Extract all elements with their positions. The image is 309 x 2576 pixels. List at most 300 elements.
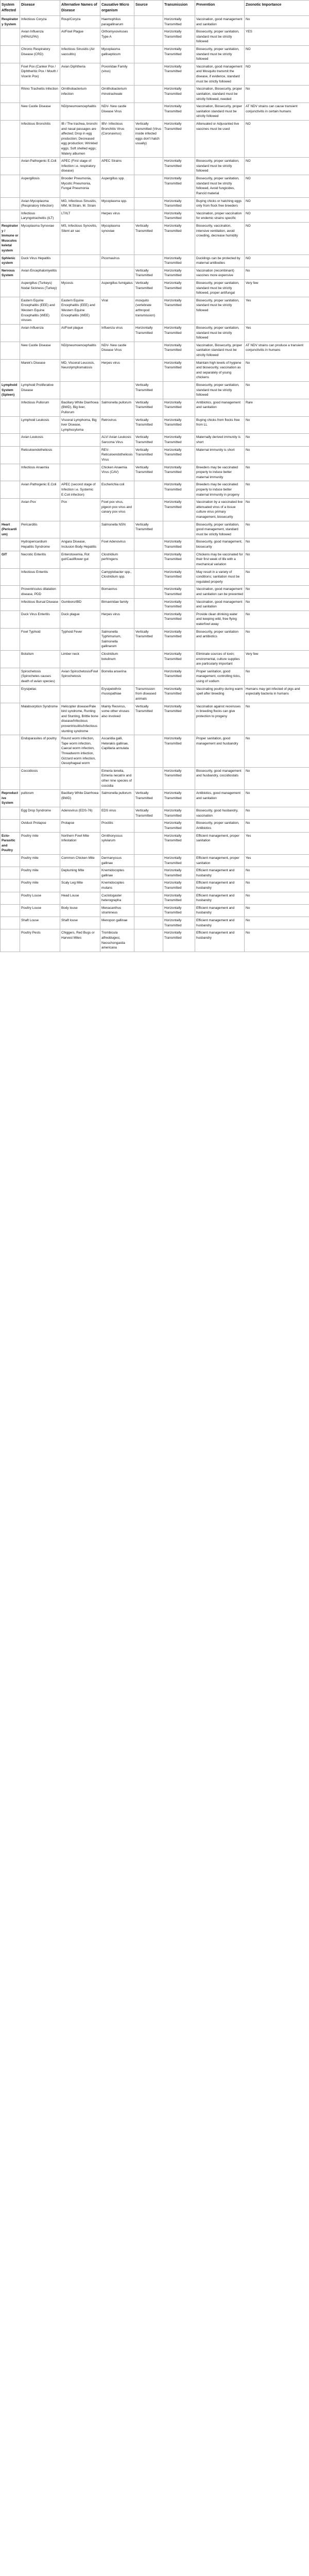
system-cell	[1, 158, 20, 175]
prevention-cell: Biosecurity, good husbandry, vaccination	[195, 807, 245, 820]
disease-cell: New Castle Disease	[20, 103, 60, 121]
disease-cell: Avian Mycoplasma (Respiratory Infection)	[20, 197, 60, 210]
alternative-names-cell: Enterotoxemia, Rot gut/Cauliflower gut	[60, 551, 100, 568]
table-row	[1, 820, 309, 832]
prevention-cell: Vaccinating poultry during warm spell after breeding	[195, 685, 245, 703]
table-row	[1, 280, 309, 297]
system-cell	[1, 628, 20, 650]
prevention-cell: Biosecurity, proper sanitation, standard must be strictly followed	[195, 324, 245, 342]
causative-organism-cell: Cuclotogaster heterographa	[100, 892, 134, 904]
prevention-cell: Biosecurity, proper sanitation, standard must be strictly followed, proper antifungal	[195, 280, 245, 297]
prevention-cell: Efficient management and husbandry	[195, 879, 245, 892]
zoonotic-cell: No	[245, 551, 309, 568]
table-row	[1, 767, 309, 789]
zoonotic-cell: AT NDV strains can produce a transient conjunctivitis in humans	[245, 342, 309, 359]
source-cell	[134, 854, 163, 867]
causative-organism-cell: Knemidocoptes mutans	[100, 879, 134, 892]
system-cell	[1, 929, 20, 952]
transmission-cell: Horizontally Transmitted	[163, 628, 195, 650]
transmission-cell: Horizontally Transmitted	[163, 879, 195, 892]
disease-cell: Avian Influenza	[20, 324, 60, 342]
zoonotic-cell: No	[245, 521, 309, 538]
disease-cell: Infectious Pullorum	[20, 399, 60, 416]
disease-cell: Infectious Coryza	[20, 16, 60, 28]
source-cell	[134, 820, 163, 832]
transmission-cell: Horizontally Transmitted	[163, 651, 195, 668]
disease-cell: Poultry mite	[20, 854, 60, 867]
system-cell: Ecto-Parasitic and Poultry	[1, 832, 20, 854]
transmission-cell: Horizontally Transmitted	[163, 175, 195, 197]
transmission-cell: Horizontally Transmitted	[163, 735, 195, 768]
source-cell	[134, 651, 163, 668]
source-cell	[134, 568, 163, 586]
header-source: Source	[134, 1, 163, 16]
source-cell: Vertically Transmitted	[134, 222, 163, 255]
zoonotic-cell: Yes	[245, 324, 309, 342]
disease-cell: New Castle Disease	[20, 342, 60, 359]
zoonotic-cell: No	[245, 434, 309, 446]
prevention-cell: Vaccination, good management and sanitation	[195, 598, 245, 611]
prevention-cell: Efficient management and husbandry	[195, 892, 245, 904]
source-cell: Horizontally Transmitted	[134, 324, 163, 342]
causative-organism-cell: Eimeria tenella, Eimeria necatrix and other nine species of coccidia	[100, 767, 134, 789]
table-row	[1, 551, 309, 568]
transmission-cell: Horizontally Transmitted	[163, 297, 195, 324]
system-cell	[1, 280, 20, 297]
prevention-cell: Proper sanitation, good management, controlling ticks, using of sodium	[195, 668, 245, 685]
alternative-names-cell: Eastern Equine Encephalitis (EEE) and Western Equine Encephalitis (WEE)	[60, 297, 100, 324]
disease-cell: Aspergillus (Turkeys) Nodal Sickness (Turkey)	[20, 280, 60, 297]
disease-cell: Coccidiosis	[20, 767, 60, 789]
zoonotic-cell: No	[245, 904, 309, 917]
causative-organism-cell: Chicken Anaemia Virus (CAV)	[100, 464, 134, 481]
table-row	[1, 255, 309, 267]
system-cell: Sphlenic system	[1, 255, 20, 267]
alternative-names-cell: Round worm infection, Tape worm infection, Caecal worm infection, Threadworm infection, Gizzard worm infection, Oesophageal worm	[60, 735, 100, 768]
alternative-names-cell: Helicopter disease/Pale bird syndrome, Runting and Stunting, Brittle bone disease/Infectious proventriculitis/Infectious stunting syndrome	[60, 703, 100, 735]
disease-cell: Infectious Laryngotracheitis (ILT)	[20, 210, 60, 222]
zoonotic-cell: No	[245, 735, 309, 768]
alternative-names-cell: AI/Fowl plague	[60, 324, 100, 342]
zoonotic-cell: No	[245, 611, 309, 628]
table-row	[1, 175, 309, 197]
zoonotic-cell: No	[245, 481, 309, 499]
transmission-cell: Horizontally Transmitted	[163, 854, 195, 867]
system-cell	[1, 197, 20, 210]
table-row	[1, 668, 309, 685]
prevention-cell: Vaccination, Biosecurity, proper sanitation standard must be strictly followed	[195, 342, 245, 359]
transmission-cell: Horizontally Transmitted	[163, 197, 195, 210]
source-cell: Vertically Transmitted	[134, 446, 163, 464]
alternative-names-cell: MG, Infectious Sinusitis, MM, M.Strain, M. Strain	[60, 197, 100, 210]
disease-cell: Fowl Pox (Canker Pox / Diphtheritic Pox / Mouth / Vicerin Pox)	[20, 63, 60, 85]
system-cell	[1, 342, 20, 359]
transmission-cell: Horizontally Transmitted	[163, 929, 195, 952]
zoonotic-cell: No	[245, 86, 309, 103]
causative-organism-cell: Ornithonyssus sylviarum	[100, 832, 134, 854]
zoonotic-cell: NO	[245, 255, 309, 267]
prevention-cell: Chickens may be vaccinated for their first week of life with a mechanical variation	[195, 551, 245, 568]
causative-organism-cell: Salmonella Typhimurium, Salmonella gallinarum	[100, 628, 134, 650]
causative-organism-cell: Dermanyssus gallinae	[100, 854, 134, 867]
system-cell	[1, 324, 20, 342]
alternative-names-cell: Pox	[60, 499, 100, 521]
alternative-names-cell: Chiggers, Red Bugs or Harvest Mites	[60, 929, 100, 952]
prevention-cell: Maternal immunity is short	[195, 446, 245, 464]
causative-organism-cell: Mainly Reovirus, some other viruses also involved	[100, 703, 134, 735]
table-row	[1, 879, 309, 892]
system-cell	[1, 481, 20, 499]
disease-cell: Duck Virus Hepatitis	[20, 255, 60, 267]
table-row	[1, 651, 309, 668]
causative-organism-cell: ALV/ Avian Leukosis Sarcoma Virus	[100, 434, 134, 446]
disease-cell: Poultry Pests	[20, 929, 60, 952]
causative-organism-cell: Aspergillus fumigatus	[100, 280, 134, 297]
zoonotic-cell: NO	[245, 120, 309, 157]
source-cell	[134, 904, 163, 917]
prevention-cell: Vaccination, Biosecurity, proper sanitation standard must be strictly followed	[195, 103, 245, 121]
header-prevention: Prevention	[195, 1, 245, 16]
alternative-names-cell: Body louse	[60, 904, 100, 917]
disease-cell: Poultry Louse	[20, 904, 60, 917]
disease-cell: pullorum	[20, 790, 60, 807]
system-cell	[1, 867, 20, 879]
source-cell	[134, 867, 163, 879]
prevention-cell: Provide clean drinking water and keeping wild, free flying waterfowl away	[195, 611, 245, 628]
transmission-cell: Horizontally Transmitted	[163, 446, 195, 464]
transmission-cell: Horizontally Transmitted	[163, 551, 195, 568]
alternative-names-cell: Brooder Pneumonia, Mycotic Pneumonia, Fungal Pneumonia	[60, 175, 100, 197]
table-row	[1, 904, 309, 917]
alternative-names-cell: Angara Disease, Inclusion Body Hepatitis	[60, 538, 100, 551]
source-cell: Vertically Transmitted	[134, 807, 163, 820]
header-alternative-names: Alternative Names of Disease	[60, 1, 100, 16]
source-cell: Vertically Transmitted	[134, 790, 163, 807]
alternative-names-cell: APEC (First stage of Infection i.e. respiratory disease)	[60, 158, 100, 175]
zoonotic-cell: NO	[245, 46, 309, 63]
alternative-names-cell: LT/ILT	[60, 210, 100, 222]
causative-organism-cell: Picornavirus	[100, 255, 134, 267]
alternative-names-cell: MD, Visceral Leucosis, Neurolymphomatosis	[60, 359, 100, 381]
system-cell	[1, 359, 20, 381]
header-disease: Disease	[20, 1, 60, 16]
causative-organism-cell: Birnaviridae family	[100, 598, 134, 611]
causative-organism-cell: Bornavirus	[100, 586, 134, 598]
prevention-cell: Biosecurity, proper sanitation, good management, standard must be strictly followed	[195, 521, 245, 538]
system-cell: Respiratory / Immune or Musculoskeletal system	[1, 222, 20, 255]
table-row	[1, 297, 309, 324]
alternative-names-cell: Mycosis	[60, 280, 100, 297]
prevention-cell: Efficient management and husbandry	[195, 917, 245, 929]
zoonotic-cell: AT NDV strains can cause transient conjunctivitis in certain humans	[245, 103, 309, 121]
system-cell: Lymphoid System (Spleen)	[1, 382, 20, 399]
source-cell	[134, 210, 163, 222]
source-cell	[134, 735, 163, 768]
zoonotic-cell: No	[245, 820, 309, 832]
transmission-cell	[163, 382, 195, 399]
disease-cell: Endoparasites of poultry	[20, 735, 60, 768]
causative-organism-cell: Borrelia anserina	[100, 668, 134, 685]
table-row	[1, 16, 309, 28]
table-row	[1, 832, 309, 854]
disease-cell: Chronic Respiratory Disease (CRD)	[20, 46, 60, 63]
system-cell	[1, 568, 20, 586]
zoonotic-cell: No	[245, 499, 309, 521]
causative-organism-cell: Trombicula alfreddugesi, Neoschongastia americana	[100, 929, 134, 952]
source-cell	[134, 538, 163, 551]
transmission-cell: Horizontally Transmitted	[163, 280, 195, 297]
prevention-cell: Biosecurity, proper sanitation, standard must be strictly followed	[195, 46, 245, 63]
disease-cell: Poultry mite	[20, 832, 60, 854]
zoonotic-cell: No	[245, 879, 309, 892]
causative-organism-cell: Influenza virus	[100, 324, 134, 342]
zoonotic-cell: NO	[245, 63, 309, 85]
prevention-cell: Biosecurity, proper sanitation and antibiotics	[195, 628, 245, 650]
alternative-names-cell: Infectious Sinusitis (Air sacculitis)	[60, 46, 100, 63]
transmission-cell: Horizontally Transmitted	[163, 499, 195, 521]
table-row	[1, 917, 309, 929]
table-row	[1, 46, 309, 63]
table-row	[1, 342, 309, 359]
transmission-cell: Horizontally Transmitted	[163, 158, 195, 175]
causative-organism-cell: Clostridium botulinum	[100, 651, 134, 668]
source-cell	[134, 359, 163, 381]
header-causative-organism: Causative Micro organism	[100, 1, 134, 16]
system-cell	[1, 586, 20, 598]
alternative-names-cell: Northern Fowl Mite Infestation	[60, 832, 100, 854]
table-row	[1, 86, 309, 103]
prevention-cell: Efficient management and husbandry	[195, 929, 245, 952]
source-cell: Vertically Transmitted	[134, 521, 163, 538]
alternative-names-cell	[60, 568, 100, 586]
disease-cell: Reticuloendotheliosis	[20, 446, 60, 464]
transmission-cell: Horizontally Transmitted	[163, 86, 195, 103]
causative-organism-cell: Knemidocoptes gallinae	[100, 867, 134, 879]
system-cell	[1, 879, 20, 892]
zoonotic-cell: NO	[245, 175, 309, 197]
alternative-names-cell: Shaft louse	[60, 917, 100, 929]
zoonotic-cell: Very few	[245, 651, 309, 668]
transmission-cell: Horizontally Transmitted	[163, 255, 195, 267]
causative-organism-cell: Proctitis	[100, 820, 134, 832]
transmission-cell: Horizontally Transmitted	[163, 399, 195, 416]
disease-cell: Oviduct Prolapse	[20, 820, 60, 832]
zoonotic-cell: No	[245, 267, 309, 279]
source-cell	[134, 342, 163, 359]
causative-organism-cell: Ornithobacterium rhinotracheale	[100, 86, 134, 103]
transmission-cell: Horizontally Transmitted	[163, 703, 195, 735]
prevention-cell: Vaccination, proper vaccination for endemic strains specific	[195, 210, 245, 222]
system-cell	[1, 735, 20, 768]
zoonotic-cell: Humans may get infected of pigs and especially bacteria in humans	[245, 685, 309, 703]
source-cell	[134, 499, 163, 521]
system-cell	[1, 651, 20, 668]
system-cell: Heart (Pericardium)	[1, 521, 20, 538]
disease-cell: Botulism	[20, 651, 60, 668]
causative-organism-cell: APEC Strains	[100, 158, 134, 175]
prevention-cell: Biosecurity, proper sanitation, standard must be strictly followed	[195, 28, 245, 46]
zoonotic-cell: YES	[245, 28, 309, 46]
system-cell	[1, 892, 20, 904]
zoonotic-cell: NO	[245, 158, 309, 175]
prevention-cell: Maintain high levels of hygiene and biosecurity, vaccination as and separately of young chickens	[195, 359, 245, 381]
system-cell	[1, 820, 20, 832]
prevention-cell: May result in a variety of conditions; sanitation must be regulated properly	[195, 568, 245, 586]
prevention-cell: Biosecurity, proper sanitation, standard must be strictly followed	[195, 382, 245, 399]
table-row	[1, 222, 309, 255]
prevention-cell: Vaccination, Biosecurity, proper sanitation, standard must be strictly followed, needed	[195, 86, 245, 103]
system-cell	[1, 611, 20, 628]
zoonotic-cell: No	[245, 446, 309, 464]
alternative-names-cell: Ornithobacterium infection	[60, 86, 100, 103]
disease-cell: Aspergillosis	[20, 175, 60, 197]
system-cell	[1, 703, 20, 735]
causative-organism-cell: Retrovirus	[100, 416, 134, 434]
transmission-cell: Horizontally Transmitted	[163, 324, 195, 342]
causative-organism-cell: Salmonella NSN	[100, 521, 134, 538]
prevention-cell: Antibiotics, good management and sanitation	[195, 790, 245, 807]
system-cell: GIT	[1, 551, 20, 568]
transmission-cell: Horizontally Transmitted	[163, 767, 195, 789]
causative-organism-cell: Salmonella pullorum	[100, 790, 134, 807]
disease-cell: Avian Pathogenic E.Coli	[20, 158, 60, 175]
disease-cell: Pericarditis	[20, 521, 60, 538]
transmission-cell: Horizontally Transmitted	[163, 538, 195, 551]
system-cell	[1, 120, 20, 157]
table-row	[1, 790, 309, 807]
table-row	[1, 807, 309, 820]
causative-organism-cell: Herpes virus	[100, 611, 134, 628]
table-row	[1, 446, 309, 464]
disease-cell: Duck Virus Enteritis	[20, 611, 60, 628]
causative-organism-cell: Salmonella pullorum	[100, 399, 134, 416]
zoonotic-cell: No	[245, 867, 309, 879]
alternative-names-cell: Common Chicken Mite	[60, 854, 100, 867]
prevention-cell: Biosecurity, proper sanitation, Antibiotics	[195, 820, 245, 832]
system-cell	[1, 917, 20, 929]
table-row	[1, 867, 309, 879]
prevention-cell: Vaccination by a vaccinated live attenuated virus of a tissue culture virus primary management, biosecurity	[195, 499, 245, 521]
causative-organism-cell: Haemophilus paragallinarum	[100, 16, 134, 28]
source-cell	[134, 197, 163, 210]
alternative-names-cell: ND/pneumoencephalitis	[60, 103, 100, 121]
disease-cell: Malabsorption Syndrome	[20, 703, 60, 735]
transmission-cell: Horizontally Transmitted	[163, 120, 195, 157]
source-cell: Vertically Transmitted	[134, 703, 163, 735]
alternative-names-cell: Avian Diphtheria	[60, 63, 100, 85]
zoonotic-cell: No	[245, 382, 309, 399]
causative-organism-cell: Herpes virus	[100, 359, 134, 381]
system-cell	[1, 598, 20, 611]
transmission-cell: Horizontally Transmitted	[163, 342, 195, 359]
zoonotic-cell: Yes	[245, 854, 309, 867]
zoonotic-cell: Very few	[245, 280, 309, 297]
header-system: System Affected	[1, 1, 20, 16]
alternative-names-cell: Avian Spirochetosis/Fowl Spirochetosis	[60, 668, 100, 685]
system-cell	[1, 668, 20, 685]
transmission-cell: Horizontally Transmitted	[163, 103, 195, 121]
zoonotic-cell: No	[245, 538, 309, 551]
system-cell	[1, 685, 20, 703]
table-row	[1, 382, 309, 399]
system-cell	[1, 464, 20, 481]
prevention-cell: Antibiotics, good management and sanitation	[195, 399, 245, 416]
prevention-cell: Biosecurity, vaccination, intensive ventilation, avoid crowding, decrease humidity	[195, 222, 245, 255]
zoonotic-cell: No	[245, 767, 309, 789]
disease-cell: Eastern Equine Encephalitis (EEE) and Western Equine Encephalitis (WEE) viruses	[20, 297, 60, 324]
source-cell	[134, 586, 163, 598]
table-row	[1, 611, 309, 628]
zoonotic-cell: No	[245, 929, 309, 952]
alternative-names-cell	[60, 586, 100, 598]
transmission-cell	[163, 521, 195, 538]
source-cell: Vertically Transmitted	[134, 464, 163, 481]
disease-cell: Spirochetosis (Spirochetes causes death of avian species)	[20, 668, 60, 685]
alternative-names-cell: Depluming Mite	[60, 867, 100, 879]
source-cell	[134, 917, 163, 929]
alternative-names-cell	[60, 685, 100, 703]
alternative-names-cell: Duck plague	[60, 611, 100, 628]
alternative-names-cell: Bacillary White Diarrhoea (BWD), Big liver, Pullorum	[60, 399, 100, 416]
transmission-cell: Horizontally Transmitted	[163, 416, 195, 434]
alternative-names-cell: IB / The trachea, bronchi and nasal passages are affected; Drop in egg production; Decreased egg production; Wrinkled eggs; Soft shelled eggs; Watery albumen	[60, 120, 100, 157]
system-cell: Respiratory System	[1, 16, 20, 28]
causative-organism-cell: EDS virus	[100, 807, 134, 820]
prevention-cell: Biosecurity, proper sanitation, standard must be strictly followed	[195, 158, 245, 175]
table-row	[1, 416, 309, 434]
zoonotic-cell: No	[245, 807, 309, 820]
disease-cell: Erysipelas	[20, 685, 60, 703]
transmission-cell: Horizontally Transmitted	[163, 222, 195, 255]
zoonotic-cell: No	[245, 464, 309, 481]
causative-organism-cell: Poxviridae Family (virus)	[100, 63, 134, 85]
causative-organism-cell: Orthomyxoviruses Type A	[100, 28, 134, 46]
disease-cell: Mycoplasma Synoviae	[20, 222, 60, 255]
prevention-cell: Biosecurity, proper sanitation, standard must be strictly followed, Avoid fungicides, Rancid material	[195, 175, 245, 197]
alternative-names-cell: Adenovirus (EDS-76)	[60, 807, 100, 820]
table-row	[1, 103, 309, 121]
zoonotic-cell: NO	[245, 222, 309, 255]
alternative-names-cell: Typhoid Fever	[60, 628, 100, 650]
source-cell	[134, 611, 163, 628]
transmission-cell: Horizontally Transmitted	[163, 28, 195, 46]
prevention-cell: Breeders may be vaccinated properly to induce better maternal immunity	[195, 464, 245, 481]
disease-cell: Proventriculus dilatation disease, PDD	[20, 586, 60, 598]
transmission-cell: Horizontally Transmitted	[163, 359, 195, 381]
alternative-names-cell: AI/Fowl Plague	[60, 28, 100, 46]
zoonotic-cell: No	[245, 598, 309, 611]
alternative-names-cell: APEC (second stage of Infection i.e. Systemic E.Coli infection)	[60, 481, 100, 499]
table-row	[1, 434, 309, 446]
table-row	[1, 568, 309, 586]
source-cell	[134, 158, 163, 175]
source-cell	[134, 28, 163, 46]
causative-organism-cell: Herpes virus	[100, 210, 134, 222]
zoonotic-cell: No	[245, 790, 309, 807]
prevention-cell: Vaccination (recombinant) vaccines more expensive	[195, 267, 245, 279]
causative-organism-cell	[100, 382, 134, 399]
poultry-disease-table	[0, 0, 309, 952]
system-cell	[1, 434, 20, 446]
disease-cell: Marek's Disease	[20, 359, 60, 381]
source-cell	[134, 86, 163, 103]
causative-organism-cell: Mycoplasma synoviae	[100, 222, 134, 255]
transmission-cell: Horizontally Transmitted	[163, 16, 195, 28]
causative-organism-cell: Viral	[100, 297, 134, 324]
causative-organism-cell: Mycoplasma gallisepticum	[100, 46, 134, 63]
causative-organism-cell: Menacanthus stramineus	[100, 904, 134, 917]
prevention-cell: Breeders may be vaccinated properly to induce better maternal immunity in progeny	[195, 481, 245, 499]
